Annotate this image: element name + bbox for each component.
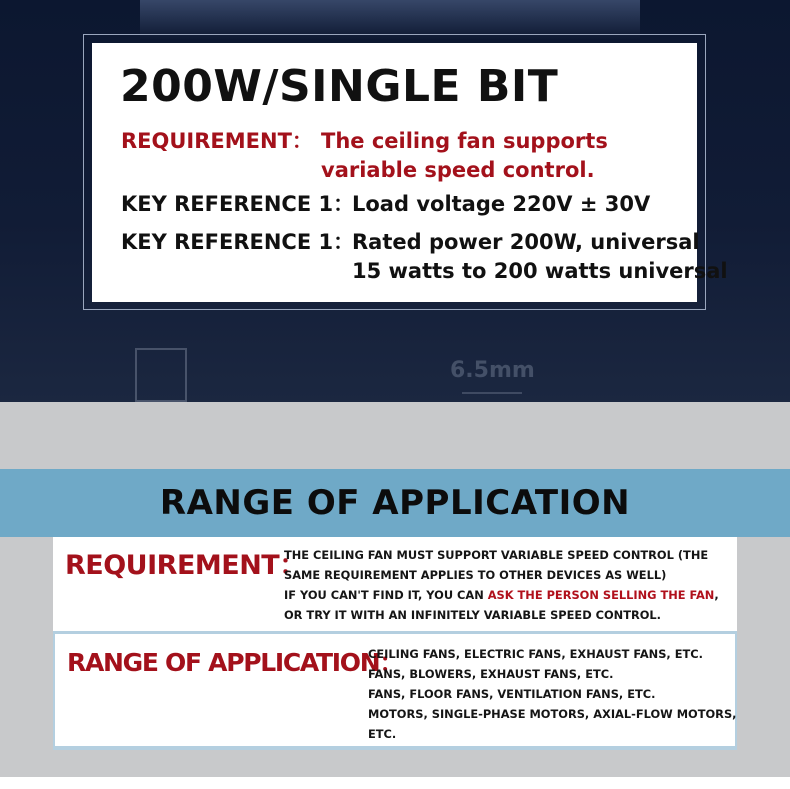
range-heading: RANGE OF APPLICATION (159, 483, 631, 523)
spec-requirement-line2: variable speed control. (321, 158, 595, 182)
spec-requirement-label: REQUIREMENT： (121, 129, 313, 153)
spec-requirement-text (321, 127, 608, 185)
application-line: CEILING FANS, ELECTRIC FANS, EXHAUST FANS, ETC. (368, 647, 703, 661)
requirement-line-3-suffix: , (714, 588, 719, 602)
requirement-highlight: ASK THE PERSON SELLING THE FAN (487, 588, 715, 602)
requirement-line-3-prefix: IF YOU CAN'T FIND IT, YOU CAN (284, 588, 488, 602)
key-reference-voltage-label: KEY REFERENCE 1： (121, 192, 355, 216)
faint-dimension-label: 6.5mm (450, 358, 535, 383)
requirement-panel-text (284, 545, 719, 625)
key-reference-power-label: KEY REFERENCE 1： (121, 230, 355, 254)
application-line: ETC. (368, 727, 397, 741)
requirement-panel (53, 537, 737, 634)
application-line: FANS, BLOWERS, EXHAUST FANS, ETC. (368, 667, 614, 681)
key-reference-power-line1: Rated power 200W, universal (352, 230, 700, 254)
application-line: FANS, FLOOR FANS, VENTILATION FANS, ETC. (368, 687, 656, 701)
application-panel-label: RANGE OF APPLICATION： (67, 648, 404, 677)
application-panel (53, 634, 737, 750)
requirement-panel-label: REQUIREMENT： (65, 550, 306, 581)
application-panel-text (368, 644, 736, 744)
key-reference-power-line2: 15 watts to 200 watts universal (352, 259, 728, 283)
spec-card (92, 43, 728, 302)
application-line: MOTORS, SINGLE-PHASE MOTORS, AXIAL-FLOW MOTORS, (368, 707, 737, 721)
faint-product-outline (135, 348, 187, 402)
requirement-line-1: THE CEILING FAN MUST SUPPORT VARIABLE SPEED CONTROL (THE (284, 548, 709, 562)
bottom-margin (0, 777, 790, 789)
requirement-line-4: OR TRY IT WITH AN INFINITELY VARIABLE SPEED CONTROL. (284, 608, 662, 622)
spec-requirement-line1: The ceiling fan supports (321, 129, 608, 153)
range-heading-band (0, 469, 790, 537)
requirement-line-3 (284, 585, 719, 605)
key-reference-voltage-text: Load voltage 220V ± 30V (352, 192, 651, 216)
requirement-line-2: SAME REQUIREMENT APPLIES TO OTHER DEVICES AS WELL) (284, 568, 667, 582)
spec-title: 200W/SINGLE BIT (120, 61, 559, 112)
faint-dimension-line (462, 392, 522, 394)
key-reference-power-text (352, 228, 728, 286)
